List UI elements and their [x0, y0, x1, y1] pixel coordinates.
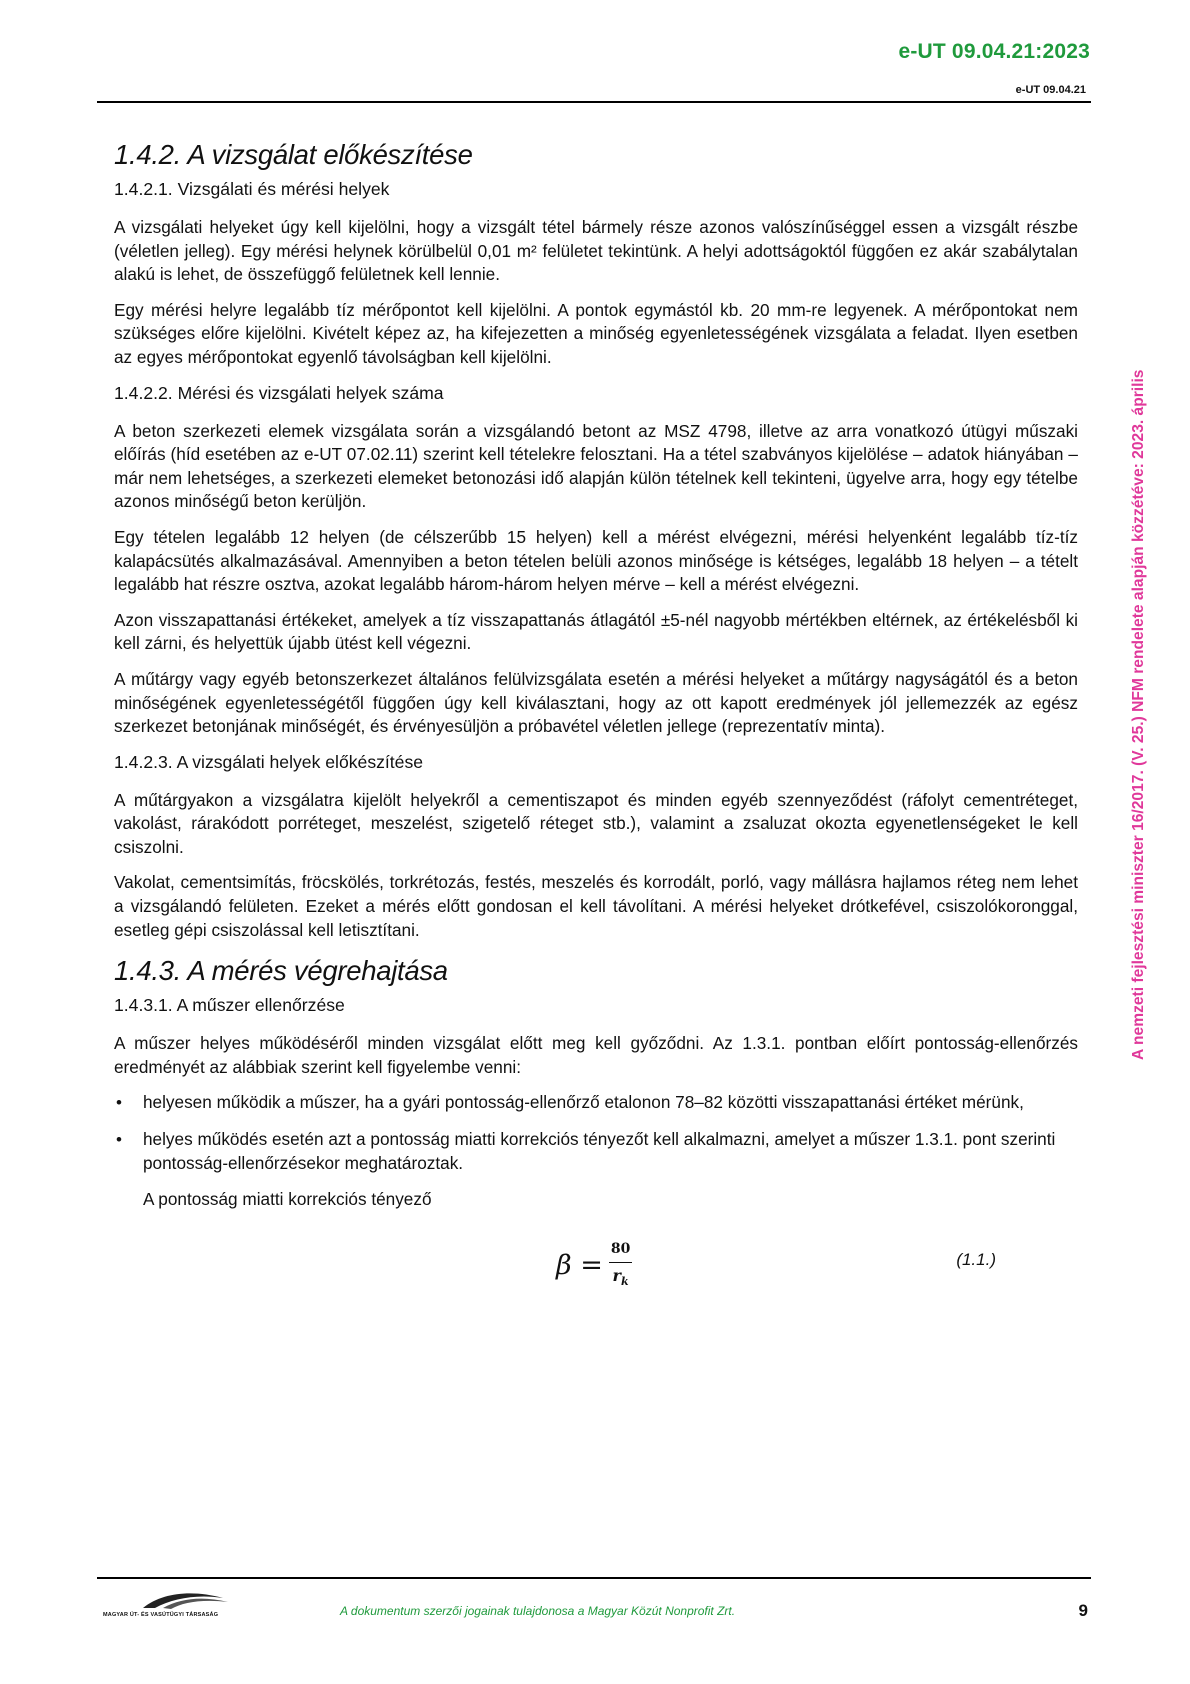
section-1-4-2-3-heading: 1.4.2.3. A vizsgálati helyek előkészítése [114, 751, 424, 772]
list-item: • helyesen működik a műszer, ha a gyári pontosság-ellenőrző etalonon 78–82 közötti visszapattanási értéket mérünk, [114, 1091, 1078, 1115]
paragraph: A műtárgyakon a vizsgálatra kijelölt helyekről a cementiszapot és minden egyéb szennyeződést (ráfolyt cementréteget, vakolást, rárakódott porréteget, meszelést, szigetelő réteget stb.), valamint a zsaluzat okozta egyenetlenségeket le kell csiszolni. [114, 789, 1078, 857]
header-rule [97, 101, 1091, 103]
fraction-bar [609, 1262, 632, 1263]
paragraph: Egy tételen legalább 12 helyen (de célszerűbb 15 helyen) kell a mérést elvégezni, mérési helyenként legalább tíz-tíz kalapácsütés alkalmazásával. Amennyiben a beton tételen belüli azonos minősége is kétséges, legalább 18 helyen – a tételt legalább hat részre osztva, azokat legalább három-három helyen mérve – kell a mérést elvégezni. [114, 526, 1078, 595]
footer-rule [97, 1577, 1091, 1579]
formula-lhs: β = [556, 1250, 603, 1282]
bullet-list [114, 1091, 1078, 1175]
section-1-4-2-1-heading: 1.4.2.1. Vizsgálati és mérési helyek [114, 179, 390, 199]
paragraph: A műszer helyes működéséről minden vizsgálat előtt meg kell győződni. Az 1.3.1. pontban előírt pontosság-ellenőrzés eredményét az alábbiak szerint kell figyelembe venni: [114, 1033, 1078, 1077]
organization-logo [103, 1590, 253, 1624]
document-stamp: e-UT 09.04.21:2023 [898, 40, 1090, 63]
equation-number: (1.1.) [956, 1249, 996, 1269]
section-1-4-3-1-heading: 1.4.3.1. A műszer ellenőrzése [114, 995, 345, 1016]
list-item: • helyes működés esetén azt a pontosság miatti korrekciós tényezőt kell alkalmazni, amelyet a műszer 1.3.1. pont szerinti pontosság-ellenőrzésekor meghatároztak. [114, 1128, 1078, 1175]
paragraph: Azon visszapattanási értékeket, amelyek a tíz visszapattanás átlagától ±5-nél nagyobb mértékben eltérnek, az értékelésből ki kell zárni, és helyettük újabb ütést kell végezni. [114, 609, 1078, 654]
section-1-4-2-heading: 1.4.2. A vizsgálat előkészítése [114, 139, 473, 170]
correction-factor-label: A pontosság miatti korrekciós tényező [143, 1189, 432, 1210]
logo-text: MAGYAR ÚT- ÉS VASÚTÜGYI TÁRSASÁG [103, 1612, 219, 1618]
side-publication-note: A nemzeti fejlesztési miniszter 16/2017. (V. 25.) NFM rendelete alapján közzétéve: 2023. április [1130, 369, 1147, 1060]
document-code: e-UT 09.04.21 [1015, 84, 1086, 96]
formula-row [114, 1230, 1078, 1300]
paragraph: A vizsgálati helyeket úgy kell kijelölni, hogy a vizsgált tétel bármely része azonos valószínűséggel essen a vizsgált részbe (véletlen jelleg). Egy mérési helynek körülbelül 0,01 m² felületet tekintünk. A helyi adottságoktól függően ez akár szabálytalan alakú is lehet, de összefüggő felületnek kell lennie. [114, 217, 1078, 285]
section-1-4-2-2-heading: 1.4.2.2. Mérési és vizsgálati helyek száma [114, 382, 444, 403]
paragraph: Egy mérési helyre legalább tíz mérőpontot kell kijelölni. A pontok egymástól kb. 20 mm-re legyenek. A mérőpontokat nem szükséges előre kijelölni. Kivételt képez az, ha kifejezetten a minőség egyenletességének vizsgálata a feladat. Ilyen esetben az egyes mérőpontokat egyenlő távolságban kell kijelölni. [114, 299, 1078, 367]
copyright-note: A dokumentum szerzői jogainak tulajdonosa a Magyar Közút Nonprofit Zrt. [340, 1604, 736, 1618]
formula-denominator: $r_k$ [612, 1266, 629, 1289]
formula [556, 1238, 632, 1294]
formula-numerator: 80 [610, 1240, 631, 1257]
page-number: 9 [1078, 1601, 1088, 1620]
paragraph: Vakolat, cementsimítás, fröcskölés, torkrétozás, festés, meszelés és korrodált, porló, vagy mállásra hajlamos réteg nem lehet a vizsgálandó felületen. Ezeket a mérés előtt gondosan el kell távolítani. A mérési helyeket drótkefével, csiszolókoronggal, esetleg gépi csiszolással kell letisztítani. [114, 872, 1078, 940]
formula-fraction [609, 1238, 632, 1294]
section-1-4-3-heading: 1.4.3. A mérés végrehajtása [114, 955, 448, 987]
logo-swoosh-icon [103, 1590, 253, 1612]
paragraph: A beton szerkezeti elemek vizsgálata során a vizsgálandó betont az MSZ 4798, illetve az arra vonatkozó útügyi műszaki előírás (híd esetében az e-UT 07.02.11) szerint kell tételekre felosztani. Ha a tétel szabványos kijelölése – adatok hiányában – már nem lehetséges, a szerkezeti elemeket betonozási idő alapján külön tételnek kell tekinteni, ügyelve arra, hogy egy tételbe azonos minőségű beton kerüljön. [114, 420, 1078, 512]
page-content [114, 138, 1078, 1300]
paragraph: A műtárgy vagy egyéb betonszerkezet általános felülvizsgálata esetén a mérési helyeket a műtárgy nagyságától és a beton minőségének egyenletességétől függően úgy kell kiválasztani, hogy az ott kapott eredmények jól jellemezzék az egész szerkezet betonjának minőségét, és érvényesüljön a próbavétel véletlen jellege (reprezentatív minta). [114, 668, 1078, 737]
